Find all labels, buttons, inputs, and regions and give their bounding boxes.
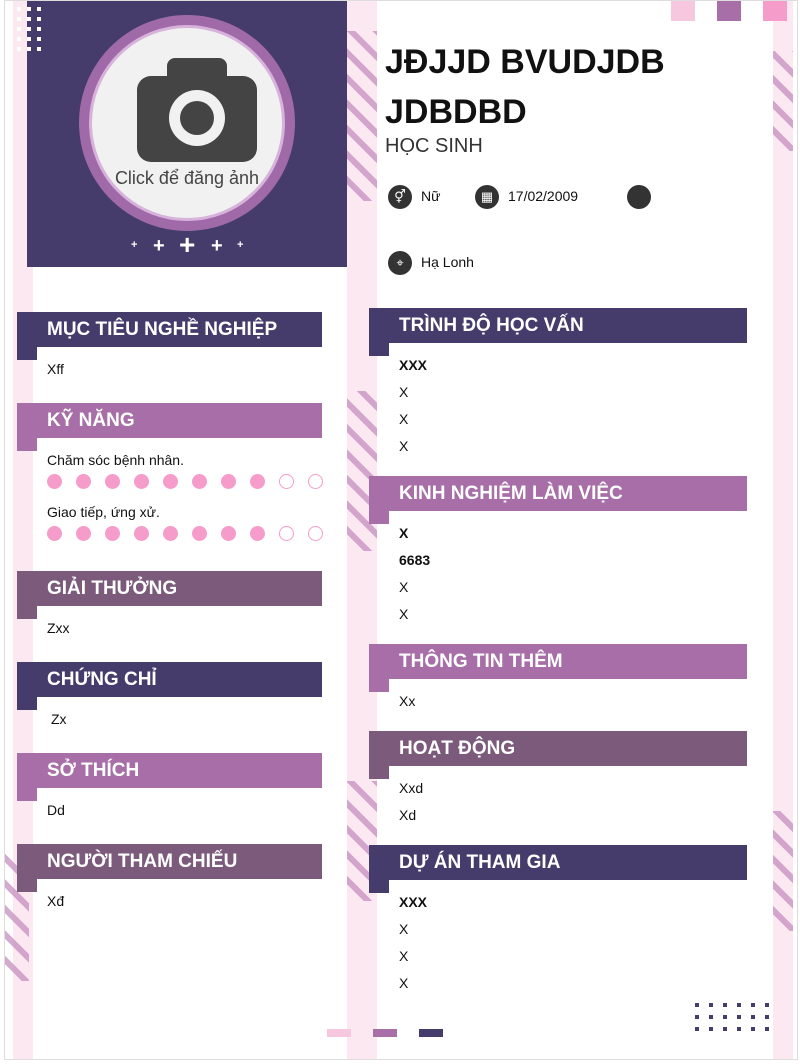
dot-grid <box>17 7 41 51</box>
deco-square <box>763 1 787 21</box>
activities-line[interactable]: Xd <box>399 807 417 823</box>
address-value[interactable]: Hạ Lonh <box>421 254 474 270</box>
experience-line[interactable]: X <box>399 579 409 595</box>
rating-dot-empty <box>279 526 294 541</box>
extra-text[interactable]: Xx <box>399 693 416 709</box>
section-tab <box>17 696 37 710</box>
education-line[interactable]: X <box>399 384 409 400</box>
rating-dot-empty <box>308 474 323 489</box>
section-tab <box>17 878 37 892</box>
section-extra-title: THÔNG TIN THÊM <box>369 644 747 679</box>
plus-decoration: + + + + + <box>131 229 244 260</box>
education-line[interactable]: XXX <box>399 357 428 373</box>
education-line[interactable]: X <box>399 438 409 454</box>
section-tab <box>369 765 389 779</box>
gender-icon: ⚥ <box>388 185 412 209</box>
rating-dot-filled <box>105 526 120 541</box>
certificates-text[interactable]: Zx <box>51 711 67 727</box>
rating-dot-filled <box>134 526 149 541</box>
calendar-icon: ▦ <box>475 185 499 209</box>
deco-square <box>717 1 741 21</box>
dot-grid <box>695 1003 769 1031</box>
deco-square <box>671 1 695 21</box>
skill-label[interactable]: Chăm sóc bệnh nhân. <box>47 452 184 468</box>
phone-icon <box>627 185 651 209</box>
section-references-title: NGƯỜI THAM CHIẾU <box>17 844 322 879</box>
rating-dot-filled <box>250 474 265 489</box>
cv-page <box>4 0 798 1060</box>
rating-dot-empty <box>308 526 323 541</box>
hatch-decoration <box>347 391 377 551</box>
rating-dot-filled <box>221 526 236 541</box>
section-tab <box>369 678 389 692</box>
education-line[interactable]: X <box>399 411 409 427</box>
location-icon: ⌖ <box>388 251 412 275</box>
section-education-title: TRÌNH ĐỘ HỌC VẤN <box>369 308 747 343</box>
section-tab <box>17 605 37 619</box>
job-title[interactable]: HỌC SINH <box>385 135 483 157</box>
rating-dot-filled <box>163 474 178 489</box>
hatch-decoration <box>773 51 793 151</box>
dob-value[interactable]: 17/02/2009 <box>508 188 579 204</box>
section-activities-title: HOẠT ĐỘNG <box>369 731 747 766</box>
deco-bar <box>419 1029 443 1037</box>
projects-line[interactable]: XXX <box>399 894 428 910</box>
section-certificates-title: CHỨNG CHỈ <box>17 662 322 697</box>
section-hobbies-title: SỞ THÍCH <box>17 753 322 788</box>
section-tab <box>17 437 37 451</box>
skill-label[interactable]: Giao tiếp, ứng xử. <box>47 504 160 520</box>
rating-dot-filled <box>250 526 265 541</box>
section-experience-title: KINH NGHIỆM LÀM VIỆC <box>369 476 747 511</box>
projects-line[interactable]: X <box>399 921 409 937</box>
deco-bar <box>373 1029 397 1037</box>
section-tab <box>17 787 37 801</box>
photo-upload[interactable] <box>89 25 285 221</box>
rating-dot-empty <box>279 474 294 489</box>
deco-bar <box>327 1029 351 1037</box>
full-name[interactable]: JĐJJD BVUDJDB JDBDBD <box>385 43 665 131</box>
activities-line[interactable]: Xxd <box>399 780 424 796</box>
projects-line[interactable]: X <box>399 975 409 991</box>
section-awards-title: GIẢI THƯỞNG <box>17 571 322 606</box>
rating-dot-filled <box>76 526 91 541</box>
rating-dot-filled <box>134 474 149 489</box>
section-tab <box>17 346 37 360</box>
experience-line[interactable]: 6683 <box>399 552 431 568</box>
objective-text[interactable]: Xff <box>47 361 64 377</box>
gender-value[interactable]: Nữ <box>421 188 441 204</box>
skill-rating[interactable] <box>47 474 323 489</box>
hobbies-text[interactable]: Dd <box>47 802 65 818</box>
section-tab <box>369 510 389 524</box>
experience-line[interactable]: X <box>399 606 409 622</box>
section-tab <box>369 342 389 356</box>
rating-dot-filled <box>105 474 120 489</box>
skill-rating[interactable] <box>47 526 323 541</box>
rating-dot-filled <box>192 474 207 489</box>
rating-dot-filled <box>192 526 207 541</box>
rating-dot-filled <box>76 474 91 489</box>
projects-line[interactable]: X <box>399 948 409 964</box>
photo-upload-label: Click để đăng ảnh <box>114 168 260 188</box>
rating-dot-filled <box>163 526 178 541</box>
rating-dot-filled <box>47 474 62 489</box>
hatch-decoration <box>347 31 377 201</box>
references-text[interactable]: Xđ <box>47 893 65 909</box>
experience-line[interactable]: X <box>399 525 409 541</box>
camera-icon <box>137 58 257 162</box>
section-objective-title: MỤC TIÊU NGHỀ NGHIỆP <box>17 312 322 347</box>
awards-text[interactable]: Zxx <box>47 620 70 636</box>
hatch-decoration <box>773 811 793 931</box>
rating-dot-filled <box>221 474 236 489</box>
section-projects-title: DỰ ÁN THAM GIA <box>369 845 747 880</box>
section-tab <box>369 879 389 893</box>
section-skills-title: KỸ NĂNG <box>17 403 322 438</box>
rating-dot-filled <box>47 526 62 541</box>
photo-header <box>27 1 347 267</box>
